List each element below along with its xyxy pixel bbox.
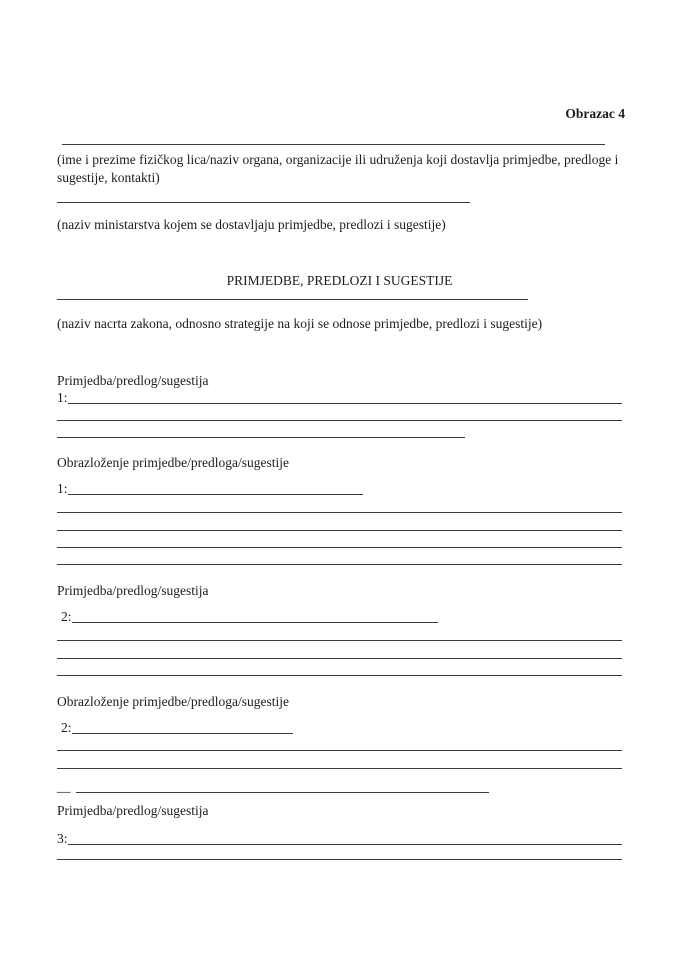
- blank-line: [68, 481, 363, 495]
- remark-3-number: 3:: [57, 831, 68, 846]
- blank-line: [57, 640, 622, 641]
- explanation-2-label: Obrazloženje primjedbe/predloga/sugestije: [57, 694, 290, 709]
- draft-blank-line: [57, 299, 528, 300]
- blank-line: [57, 564, 622, 565]
- sender-blank-line: [62, 144, 605, 145]
- blank-line: [57, 675, 622, 676]
- document-title: PRIMJEDBE, PREDLOZI I SUGESTIJE: [226, 273, 453, 288]
- remark-3-entry-row: [57, 831, 622, 847]
- remark-2-number: 2:: [61, 609, 72, 624]
- remark-1-label: Primjedba/predlog/sugestija: [57, 373, 209, 388]
- sender-caption: (ime i prezime fizičkog lica/naziv organa, organizacije ili udruženja koji dostavlja primjedbe, predloge i sugestije, kontakti): [57, 152, 619, 185]
- remark-1-entry-row: [57, 390, 622, 406]
- blank-line: [57, 437, 465, 438]
- ministry-blank-line: [57, 202, 470, 203]
- explanation-1-number: 1:: [57, 481, 68, 496]
- stray-underscore-row: [57, 779, 489, 795]
- draft-caption: (naziv nacrta zakona, odnosno strategije na koji se odnose primjedbe, predlozi i sugestije): [57, 316, 543, 331]
- ministry-caption: (naziv ministarstva kojem se dostavljaju primjedbe, predlozi i sugestije): [57, 217, 446, 232]
- blank-line: [57, 658, 622, 659]
- blank-line: [72, 720, 293, 734]
- explanation-2-entry-row: [61, 720, 293, 736]
- remark-1-number: 1:: [57, 390, 68, 405]
- blank-line: [57, 512, 622, 513]
- blank-line: [68, 831, 622, 845]
- remark-3-label: Primjedba/predlog/sugestija: [57, 803, 209, 818]
- explanation-2-number: 2:: [61, 720, 72, 735]
- blank-line: [68, 390, 622, 404]
- remark-2-label: Primjedba/predlog/sugestija: [57, 583, 209, 598]
- blank-line: [57, 547, 622, 548]
- explanation-1-entry-row: [57, 481, 363, 497]
- blank-line: [57, 859, 622, 860]
- blank-line: [72, 609, 438, 623]
- stray-underscores: __: [57, 779, 71, 794]
- explanation-1-label: Obrazloženje primjedbe/predloga/sugestije: [57, 455, 290, 470]
- blank-line: [57, 420, 622, 421]
- remark-2-entry-row: [61, 609, 438, 625]
- form-number-label: Obrazac 4: [565, 106, 625, 121]
- blank-line: [57, 750, 622, 751]
- blank-line: [76, 779, 489, 793]
- blank-line: [57, 768, 622, 769]
- blank-line: [57, 530, 622, 531]
